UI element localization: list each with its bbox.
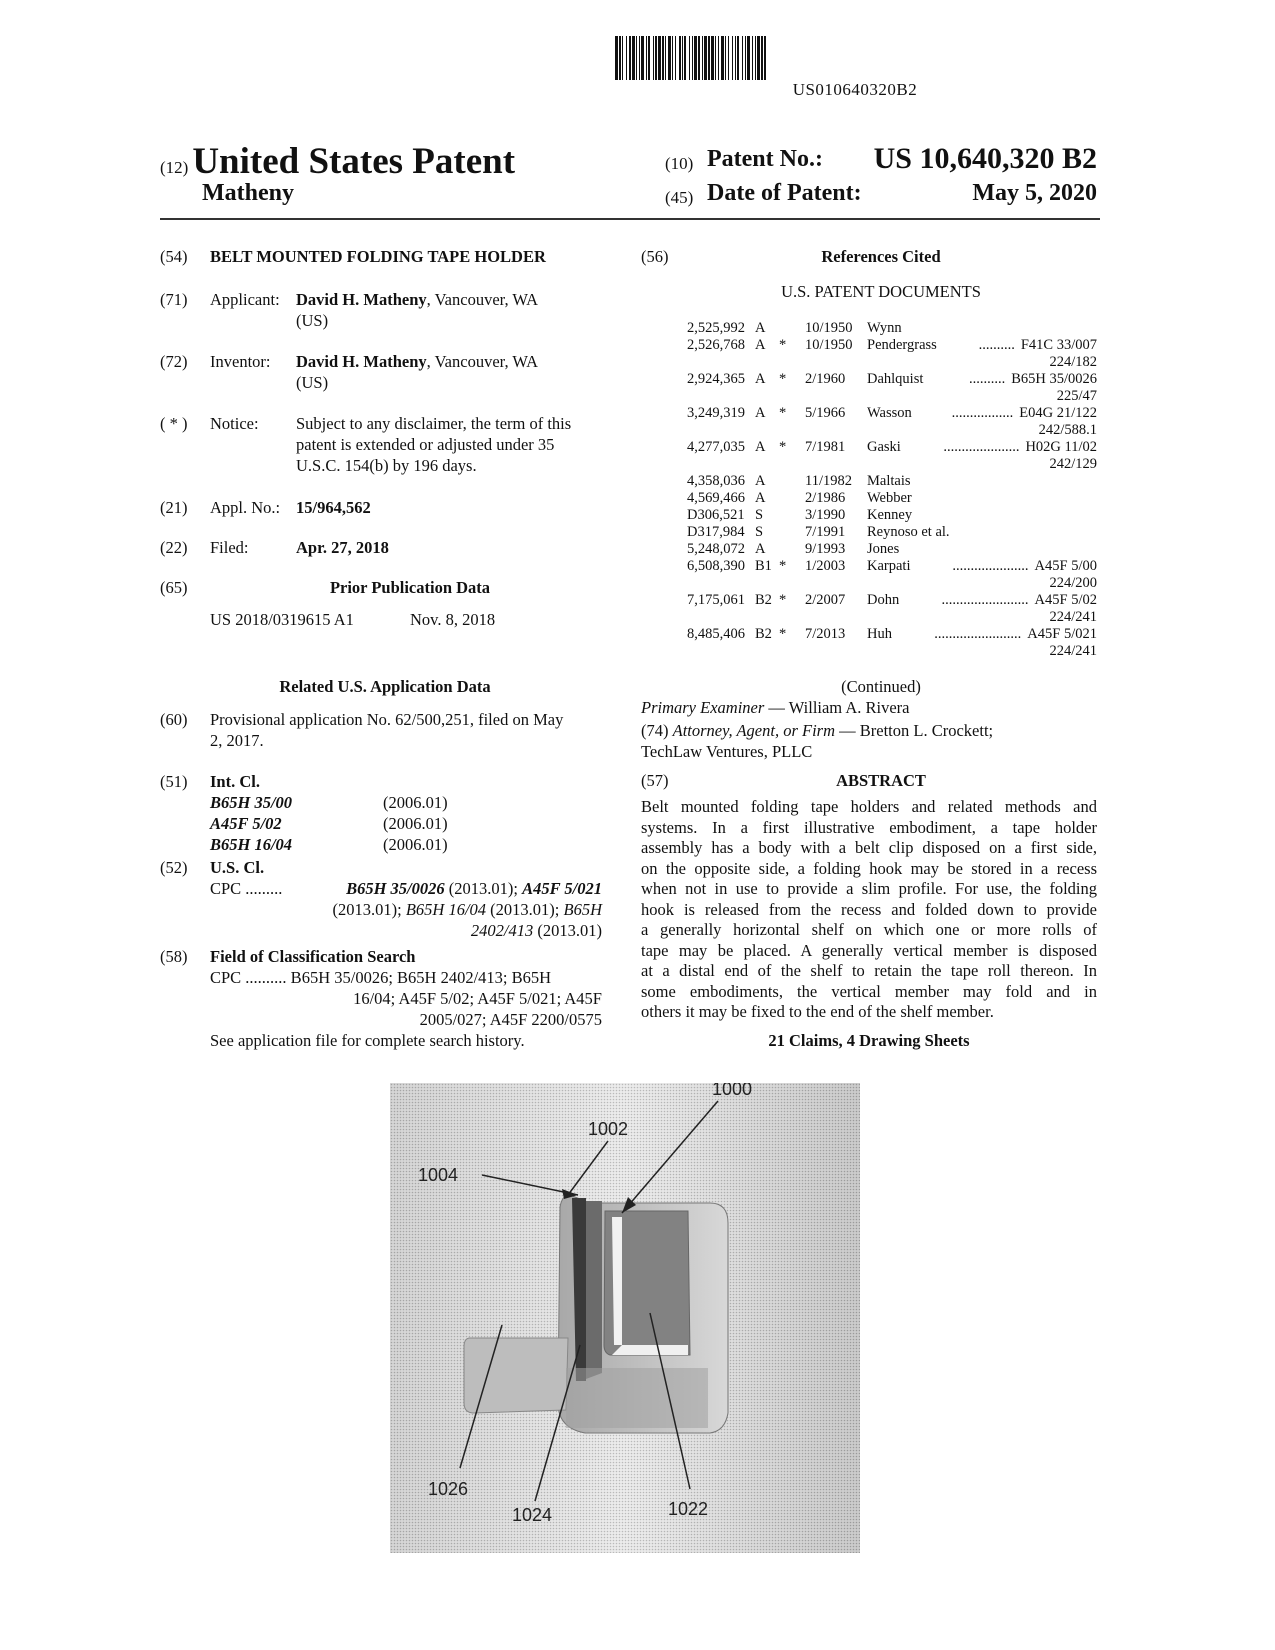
reference-class-code: F41C 33/007 — [1020, 337, 1097, 353]
abstract-title: ABSTRACT — [836, 771, 926, 790]
us-cl-class: 2402/413 — [470, 921, 534, 940]
reference-date: 5/1966 — [805, 405, 846, 421]
reference-row — [687, 473, 1097, 490]
provisional-line-1: Provisional application No. 62/500,251, filed on May — [210, 710, 564, 729]
label-1026: 1026 — [428, 1479, 469, 1499]
int-cl-version: (2006.01) — [383, 835, 448, 854]
reference-name: Dohn — [867, 592, 900, 608]
patent-number-label: Patent No.: — [707, 146, 823, 172]
inventor-location: , Vancouver, WA — [426, 352, 539, 371]
reference-number: 4,277,035 — [687, 439, 745, 455]
patent-number: US 10,640,320 B2 — [873, 142, 1097, 175]
reference-kind: A — [755, 371, 766, 387]
reference-examiner-mark: * — [779, 337, 787, 353]
reference-class-code: A45F 5/00 — [1034, 558, 1097, 574]
us-cl-line-1 — [346, 878, 602, 899]
abstract-line: tape may be placed. A generally vertical member is disposed — [641, 940, 1097, 960]
field-search-line-1: CPC .......... B65H 35/0026; B65H 2402/413; B65H — [210, 968, 552, 987]
reference-kind: A — [755, 405, 766, 421]
reference-class — [952, 405, 1097, 422]
us-cl-cpc-label: CPC ......... — [210, 879, 283, 898]
reference-number: D317,984 — [687, 524, 745, 540]
notice-line-2: patent is extended or adjusted under 35 — [296, 435, 555, 454]
reference-subclass: 242/588.1 — [1038, 422, 1097, 438]
int-cl-version: (2006.01) — [383, 793, 448, 812]
us-cl-label: U.S. Cl. — [210, 858, 265, 877]
int-cl-class: B65H 16/04 — [210, 835, 293, 854]
reference-leader-dots: ........................ — [934, 626, 1022, 642]
label-1004: 1004 — [418, 1165, 459, 1185]
appl-no: 15/964,562 — [296, 498, 371, 517]
notice-line-1: Subject to any disclaimer, the term of this — [296, 414, 572, 433]
continued-note: (Continued) — [841, 677, 921, 696]
header-rule — [160, 218, 1100, 220]
reference-examiner-mark: * — [779, 439, 787, 455]
reference-number: 8,485,406 — [687, 626, 745, 642]
reference-subclass: 224/241 — [1049, 609, 1097, 625]
applicant-label: Applicant: — [210, 290, 280, 309]
reference-examiner-mark: * — [779, 371, 787, 387]
reference-date: 1/2003 — [805, 558, 846, 574]
invention-title: BELT MOUNTED FOLDING TAPE HOLDER — [210, 247, 546, 266]
code-21: (21) — [160, 498, 188, 517]
reference-name: Wynn — [867, 320, 902, 336]
reference-date: 11/1982 — [805, 473, 852, 489]
reference-kind: S — [755, 507, 764, 523]
reference-date: 10/1950 — [805, 320, 853, 336]
reference-leader-dots: .......... — [978, 337, 1015, 353]
reference-subclass: 224/241 — [1049, 643, 1097, 659]
code-65: (65) — [160, 578, 188, 597]
reference-kind: A — [755, 439, 766, 455]
reference-leader-dots: ........................ — [941, 592, 1029, 608]
reference-subclass: 225/47 — [1056, 388, 1097, 404]
reference-row — [687, 626, 1097, 643]
reference-kind: B2 — [755, 626, 772, 642]
attorney-name: — Bretton L. Crockett; — [835, 721, 994, 740]
abstract-line: Belt mounted folding tape holders and related methods and — [641, 797, 1097, 816]
applicant-name: David H. Matheny — [296, 290, 427, 309]
claims-summary: 21 Claims, 4 Drawing Sheets — [768, 1031, 970, 1050]
abstract-line: a generally horizontal shelf on which one or more rolls of — [641, 920, 1097, 939]
attorney-label: Attorney, Agent, or Firm — [672, 721, 836, 740]
field-search-line-3: 2005/027; A45F 2200/0575 — [419, 1010, 602, 1029]
patent-type-header — [160, 140, 515, 183]
reference-number: 7,175,061 — [687, 592, 745, 608]
code-12: (12) — [160, 158, 189, 177]
inventor-country: (US) — [296, 373, 329, 392]
primary-examiner — [641, 697, 910, 718]
notice-label: Notice: — [210, 414, 259, 433]
attorney-firm: TechLaw Ventures, PLLC — [641, 742, 813, 761]
reference-row — [687, 524, 1097, 541]
reference-row — [687, 371, 1097, 388]
reference-date: 7/1981 — [805, 439, 846, 455]
us-cl-class: B65H 35/0026 — [346, 879, 445, 898]
reference-row — [687, 405, 1097, 422]
reference-leader-dots: ..................... — [943, 439, 1020, 455]
reference-examiner-mark: * — [779, 558, 787, 574]
field-search-line-2: 16/04; A45F 5/02; A45F 5/021; A45F — [353, 989, 602, 1008]
inventor-surname: Matheny — [202, 180, 294, 206]
reference-row — [687, 592, 1097, 609]
reference-name: Wasson — [867, 405, 912, 421]
notice-code: ( * ) — [160, 414, 188, 433]
reference-date: 3/1990 — [805, 507, 846, 523]
code-51: (51) — [160, 772, 188, 791]
reference-kind: S — [755, 524, 764, 540]
filed-label: Filed: — [210, 538, 249, 557]
label-1000: 1000 — [712, 1083, 753, 1099]
int-cl-version: (2006.01) — [383, 814, 448, 833]
code-58: (58) — [160, 947, 188, 966]
prior-publication-number: US 2018/0319615 A1 — [210, 610, 354, 629]
patent-date: May 5, 2020 — [972, 180, 1097, 206]
filed-date: Apr. 27, 2018 — [296, 538, 389, 557]
code-71: (71) — [160, 290, 188, 309]
primary-examiner-name: — William A. Rivera — [764, 698, 910, 717]
reference-class — [934, 626, 1097, 643]
code-57: (57) — [641, 771, 669, 790]
reference-subclass: 224/182 — [1049, 354, 1097, 370]
references-title: References Cited — [821, 247, 941, 266]
field-search-label: Field of Classification Search — [210, 947, 416, 966]
reference-class-code: A45F 5/021 — [1027, 626, 1097, 642]
label-1002: 1002 — [588, 1119, 629, 1139]
label-1022: 1022 — [668, 1499, 709, 1519]
int-cl-class: A45F 5/02 — [210, 814, 282, 833]
barcode-number: US010640320B2 — [792, 80, 918, 99]
us-cl-text: (2013.01); — [486, 900, 564, 919]
attorney — [641, 720, 993, 741]
applicant-location: , Vancouver, WA — [426, 290, 539, 309]
inventor-label: Inventor: — [210, 352, 271, 371]
reference-date: 2/1960 — [805, 371, 846, 387]
us-cl-class: B65H — [563, 900, 602, 919]
abstract-line: on the opposite side, a folding hook may be stored in a recess — [641, 858, 1097, 878]
reference-row — [687, 439, 1097, 456]
abstract-line: at a distal end of the shelf to retain the tape roll thereon. In — [641, 961, 1097, 980]
reference-date: 7/1991 — [805, 524, 846, 540]
label-1024: 1024 — [512, 1505, 553, 1525]
reference-name: Pendergrass — [867, 337, 937, 353]
abstract-line: some embodiments, the vertical member may fold and in — [641, 981, 1097, 1001]
reference-number: 2,924,365 — [687, 371, 745, 387]
abstract-line: assembly has a body with a belt clip disposed on a first side, — [641, 838, 1097, 857]
field-search-line-4: See application file for complete search history. — [210, 1031, 525, 1050]
reference-name: Maltais — [867, 473, 911, 489]
reference-number: 4,358,036 — [687, 473, 745, 489]
reference-name: Kenney — [867, 507, 913, 523]
reference-kind: B2 — [755, 592, 772, 608]
code-72: (72) — [160, 352, 188, 371]
representative-drawing — [390, 1083, 860, 1553]
code-45: (45) — [665, 188, 694, 207]
inventor — [296, 351, 538, 372]
reference-leader-dots: ..................... — [952, 558, 1029, 574]
code-10: (10) — [665, 154, 694, 173]
reference-examiner-mark: * — [779, 626, 787, 642]
int-cl-label: Int. Cl. — [210, 772, 260, 791]
reference-name: Webber — [867, 490, 912, 506]
reference-class-code: H02G 11/02 — [1025, 439, 1097, 455]
abstract-line: when not in use to provide a slim profile. For use, the folding — [641, 879, 1097, 898]
abstract-body — [641, 796, 1097, 1022]
reference-date: 2/1986 — [805, 490, 846, 506]
reference-subclass: 224/200 — [1049, 575, 1097, 591]
patent-number-row — [665, 142, 1097, 180]
us-patent-documents-title: U.S. PATENT DOCUMENTS — [781, 282, 981, 301]
inventor-name: David H. Matheny — [296, 352, 427, 371]
related-data-title: Related U.S. Application Data — [279, 677, 491, 696]
reference-number: 2,526,768 — [687, 337, 745, 353]
reference-name: Reynoso et al. — [867, 524, 950, 540]
reference-kind: A — [755, 490, 766, 506]
reference-kind: B1 — [755, 558, 772, 574]
reference-subclass: 242/129 — [1049, 456, 1097, 472]
reference-name: Gaski — [867, 439, 901, 455]
reference-row — [687, 558, 1097, 575]
reference-leader-dots: .......... — [968, 371, 1006, 387]
reference-row — [687, 320, 1097, 337]
us-cl-text: (2013.01); — [444, 879, 523, 898]
reference-date: 10/1950 — [805, 337, 853, 353]
reference-number: 6,508,390 — [687, 558, 745, 574]
reference-date: 2/2007 — [805, 592, 846, 608]
reference-name: Karpati — [867, 558, 911, 574]
code-60: (60) — [160, 710, 188, 729]
us-cl-class: B65H 16/04 — [405, 900, 487, 919]
reference-kind: A — [755, 473, 766, 489]
applicant — [296, 289, 538, 310]
reference-kind: A — [755, 337, 766, 353]
reference-examiner-mark: * — [779, 405, 787, 421]
reference-examiner-mark: * — [779, 592, 787, 608]
us-cl-class: A45F 5/021 — [522, 879, 602, 898]
barcode-bar — [766, 36, 769, 80]
date-row — [665, 180, 1097, 214]
reference-class-code: B65H 35/0026 — [1011, 371, 1097, 387]
reference-class — [942, 592, 1097, 609]
reference-number: 2,525,992 — [687, 320, 745, 336]
us-cl-text: (2013.01); — [332, 900, 406, 919]
prior-publication-date: Nov. 8, 2018 — [410, 610, 496, 629]
reference-name: Huh — [867, 626, 892, 642]
code-54: (54) — [160, 247, 188, 266]
abstract-line: systems. In a first illustrative embodiment, a tape holder — [641, 817, 1097, 837]
reference-date: 7/2013 — [805, 626, 846, 642]
reference-leader-dots: ................. — [951, 405, 1014, 421]
reference-kind: A — [755, 541, 766, 557]
reference-class — [952, 558, 1097, 575]
us-cl-text: (2013.01) — [533, 921, 602, 940]
reference-row — [687, 507, 1097, 524]
reference-class-code: A45F 5/02 — [1034, 592, 1097, 608]
attorney-code: (74) — [641, 721, 669, 740]
reference-name: Dahlquist — [867, 371, 924, 387]
code-56: (56) — [641, 247, 669, 266]
patent-type-title: United States Patent — [192, 141, 516, 182]
reference-class — [969, 371, 1097, 388]
primary-examiner-label: Primary Examiner — [641, 698, 765, 717]
references-list — [687, 320, 1097, 680]
reference-class — [979, 337, 1097, 354]
reference-row — [687, 490, 1097, 507]
reference-class-code: E04G 21/122 — [1019, 405, 1097, 421]
provisional-line-2: 2, 2017. — [210, 731, 264, 750]
notice-line-3: U.S.C. 154(b) by 196 days. — [296, 456, 477, 475]
reference-row — [687, 541, 1097, 558]
barcode — [615, 36, 1095, 80]
appl-no-label: Appl. No.: — [210, 498, 281, 517]
reference-date: 9/1993 — [805, 541, 846, 557]
date-label: Date of Patent: — [707, 180, 862, 206]
reference-number: D306,521 — [687, 507, 745, 523]
reference-number: 4,569,466 — [687, 490, 745, 506]
code-52: (52) — [160, 858, 188, 877]
reference-row — [687, 337, 1097, 354]
drawing-svg — [390, 1083, 860, 1553]
reference-class — [943, 439, 1097, 456]
applicant-country: (US) — [296, 311, 329, 330]
abstract-line: others it may be fixed to the end of the shelf member. — [641, 1002, 994, 1021]
code-22: (22) — [160, 538, 188, 557]
reference-name: Jones — [867, 541, 900, 557]
reference-number: 3,249,319 — [687, 405, 745, 421]
int-cl-class: B65H 35/00 — [210, 793, 293, 812]
reference-number: 5,248,072 — [687, 541, 745, 557]
reference-kind: A — [755, 320, 766, 336]
abstract-line: hook is released from the recess and folded down to provide — [641, 899, 1097, 919]
us-cl-line-2 — [333, 899, 603, 920]
us-cl-line-3 — [471, 920, 602, 941]
prior-publication-title: Prior Publication Data — [329, 578, 491, 597]
